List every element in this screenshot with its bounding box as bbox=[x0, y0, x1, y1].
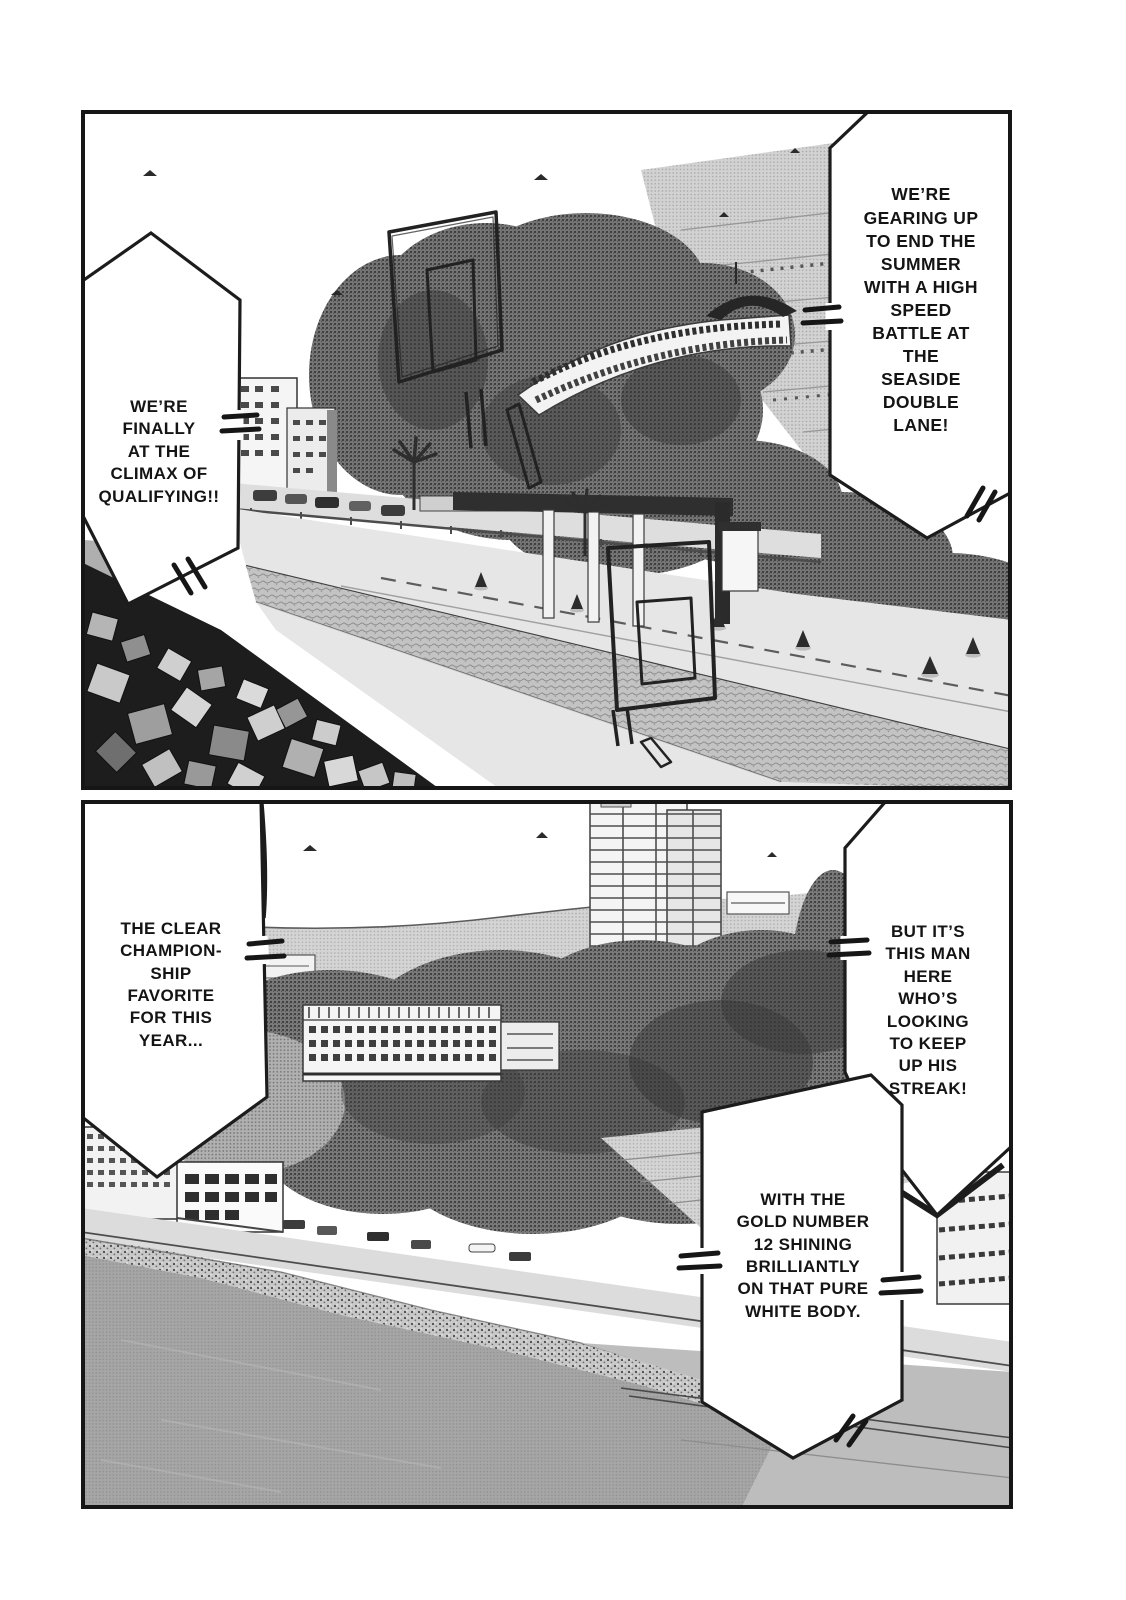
speech-bubble-right: BUT IT’S THIS MAN HERE WHO’S LOOKING TO KEEP UP HIS STREAK! bbox=[885, 921, 971, 1098]
speech-bubble-left-shape bbox=[81, 233, 240, 604]
speech-bubble-right-shape bbox=[830, 110, 1012, 538]
speech-bubble-left: THE CLEAR CHAMPION- SHIP FAVORITE FOR THIS YEAR... bbox=[120, 918, 222, 1050]
panel-2-scene bbox=[81, 800, 1013, 1509]
speech-bubble-left: WE’RE FINALLY AT THE CLIMAX OF QUALIFYING!! bbox=[98, 396, 220, 506]
speech-bubble-middle: WITH THE GOLD NUMBER 12 SHINING BRILLIANTLY ON THAT PURE WHITE BODY. bbox=[736, 1189, 870, 1321]
speech-bubble-middle-shape bbox=[702, 1075, 902, 1458]
panel-1-scene bbox=[81, 110, 1012, 790]
panel-2 bbox=[81, 800, 1013, 1509]
speech-bubble-right: WE’RE GEARING UP TO END THE SUMMER WITH A HIGH SPEED BATTLE AT THE SEASIDE DOUBLE LANE! bbox=[863, 184, 979, 436]
panel-1 bbox=[81, 110, 1012, 790]
